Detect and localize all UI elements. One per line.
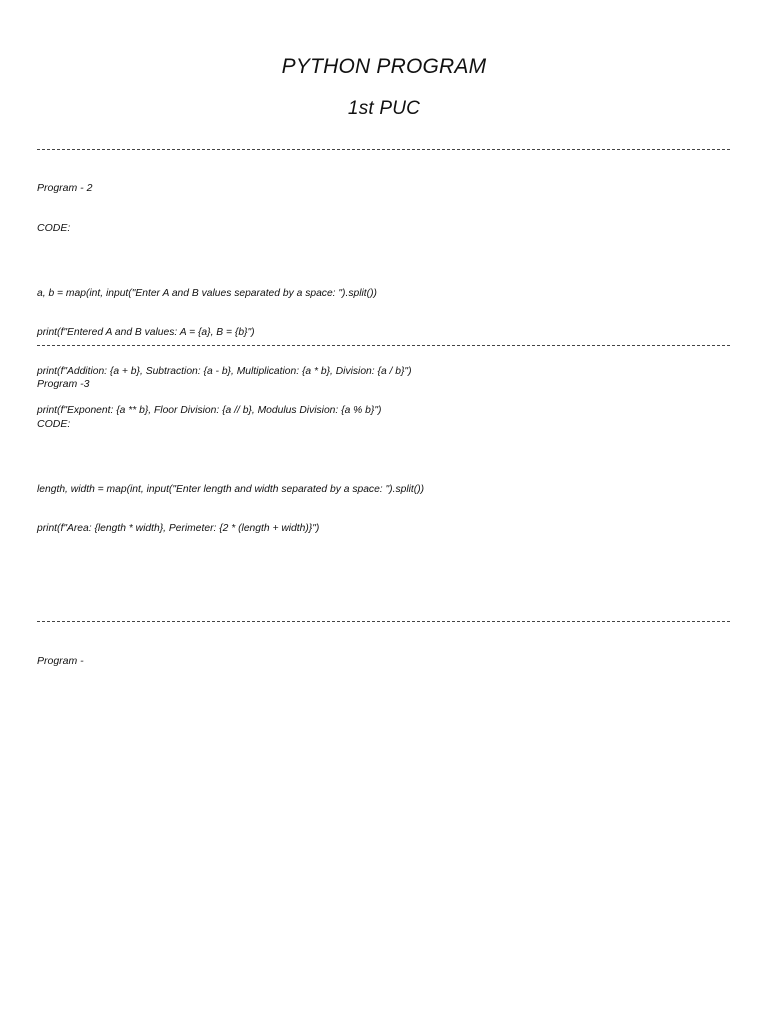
code-block (37, 457, 424, 548)
code-line: print(f"Exponent: {a ** b}, Floor Division: {a // b}, Modulus Division: {a % b}") (37, 405, 382, 416)
code-line: print(f"Area: {length * width}, Perimeter: {2 * (length + width)}") (37, 523, 320, 534)
document-title: PYTHON PROGRAM (281, 55, 487, 78)
program-label: Program -3 (37, 378, 90, 390)
program-label: Program - (37, 655, 84, 667)
code-line: a, b = map(int, input("Enter A and B values separated by a space: ").split()) (37, 288, 377, 299)
code-label: CODE: (37, 418, 71, 430)
code-label: CODE: (37, 222, 71, 234)
document-subtitle: 1st PUC (347, 98, 421, 119)
code-line: print(f"Entered A and B values: A = {a}, B = {b}") (37, 327, 255, 338)
code-line: length, width = map(int, input("Enter length and width separated by a space: ").split()) (37, 484, 425, 495)
section-divider (37, 345, 730, 346)
section-divider (37, 621, 730, 622)
code-line: print(f"Addition: {a + b}, Subtraction: {a - b}, Multiplication: {a * b}, Division: {a / b}") (37, 366, 412, 377)
program-label: Program - 2 (37, 182, 93, 194)
section-divider (37, 149, 730, 150)
